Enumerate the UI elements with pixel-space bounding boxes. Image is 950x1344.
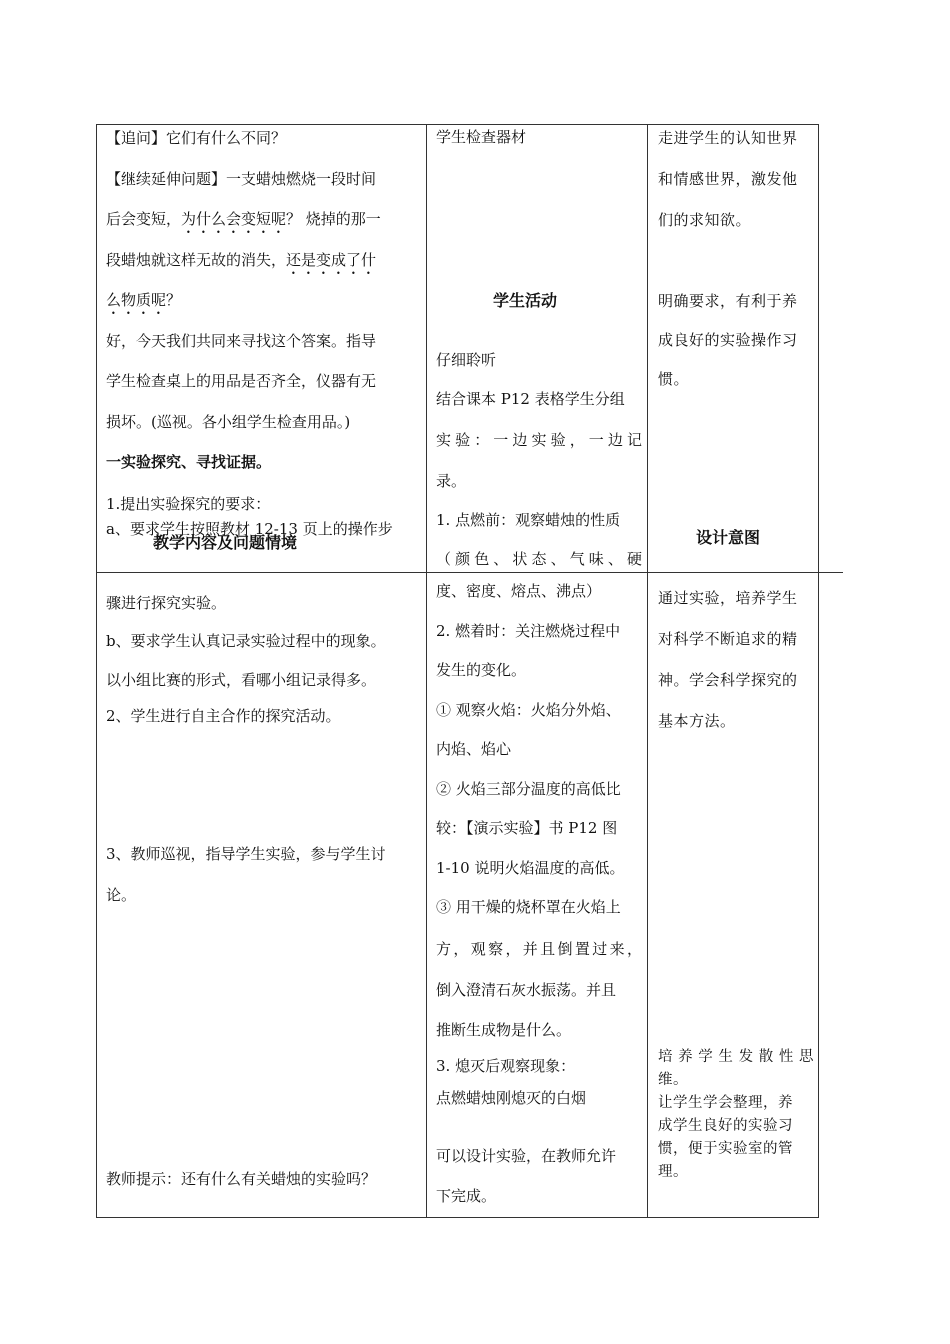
student-activity-bottom-2 xyxy=(436,1136,642,1216)
header-design-intent: 设计意图 xyxy=(696,528,761,547)
design-intent-top xyxy=(658,118,814,241)
student-activity-top-2 xyxy=(436,341,642,579)
text-line: 理。 xyxy=(658,1164,688,1180)
text-line: 后会变短，为什么会变短呢？ 烧掉的那一 xyxy=(106,210,381,228)
text-line: 结合课本 P12 表格学生分组 xyxy=(436,390,625,408)
text-line: 点燃蜡烛刚熄灭的白烟 xyxy=(436,1089,587,1107)
text-line: 和情感世界，激发他 xyxy=(658,170,798,188)
header-teaching-content: 教学内容及问题情境 xyxy=(153,533,298,552)
text-line: 【追问】它们有什么不同？ xyxy=(106,129,287,147)
text-line: ② 火焰三部分温度的高低比 xyxy=(436,779,621,798)
design-intent-top-2 xyxy=(658,282,814,399)
text-line: 学生检查桌上的用品是否齐全，仪器有无 xyxy=(106,372,377,390)
text-line: 惯，便于实验室的管 xyxy=(658,1141,793,1157)
text-line: 通过实验，培养学生 xyxy=(658,589,798,607)
text-line: 推断生成物是什么。 xyxy=(436,1021,572,1039)
column-divider-1 xyxy=(426,124,427,1218)
text-line: 成良好的实验操作习 xyxy=(658,331,798,349)
text-line: 神。学会科学探究的 xyxy=(658,671,798,689)
teaching-content-bottom-2 xyxy=(106,834,421,916)
text-line: 1. 点燃前：观察蜡烛的性质 xyxy=(436,511,621,529)
text-line: 3. 熄灭后观察现象： xyxy=(436,1057,576,1075)
emphasized-text: 为什么会变短呢 xyxy=(181,210,287,228)
text-line: a、要求学生按照教材 12-13 页上的操作步 xyxy=(106,519,393,538)
text-line: 仔细聆听 xyxy=(436,351,497,369)
text-line: 【继续延伸问题】一支蜡烛燃烧一段时间 xyxy=(106,169,377,188)
text-line: （颜色、状态、气味、硬 xyxy=(436,550,642,568)
text-line: 发生的变化。 xyxy=(436,661,527,679)
teaching-content-bottom xyxy=(106,584,421,731)
text-line: 培养学生发散性思 xyxy=(658,1049,814,1065)
text-line: 1.提出实验探究的要求： xyxy=(106,494,271,513)
text-line: 度、密度、熔点、沸点） xyxy=(436,582,602,600)
text-line: 让学生学会整理，养 xyxy=(658,1095,793,1111)
text-line: ③ 用干燥的烧杯罩在火焰上 xyxy=(436,898,621,916)
student-activity-bottom xyxy=(436,572,642,1115)
text-line: 教师提示：还有什么有关蜡烛的实验吗？ xyxy=(106,1170,377,1188)
text-line: 以小组比赛的形式，看哪小组记录得多。 xyxy=(106,671,377,689)
header-student-activity: 学生活动 xyxy=(493,291,558,310)
design-intent-bottom xyxy=(658,578,814,742)
text-line: 倒入澄清石灰水振荡。并且 xyxy=(436,980,617,999)
text-line: 损坏。(巡视。各小组学生检查用品。) xyxy=(106,412,351,431)
text-line: 基本方法。 xyxy=(658,712,736,730)
text-line: 成学生良好的实验习 xyxy=(658,1118,793,1134)
text-line: 骤进行探究实验。 xyxy=(106,594,227,612)
text-line: 较：【演示实验】书 P12 图 xyxy=(436,819,618,837)
teaching-content-top xyxy=(106,118,421,539)
text-line: 录。 xyxy=(436,472,467,490)
emphasized-text: 么物质呢 xyxy=(106,291,167,309)
section-heading: 一实验探究、寻找证据。 xyxy=(106,453,272,471)
emphasized-text: 还是变成了什 xyxy=(286,250,377,269)
text-line: 方，观察，并且倒置过来， xyxy=(436,939,642,958)
text-line: 3、教师巡视，指导学生实验，参与学生讨 xyxy=(106,845,386,863)
text-line: 下完成。 xyxy=(436,1187,497,1205)
text-line: 实验：一边实验，一边记 xyxy=(436,431,642,449)
column-divider-2 xyxy=(647,124,648,1218)
text-line: ① 观察火焰：火焰分外焰、 xyxy=(436,700,621,719)
student-activity-top xyxy=(436,118,642,157)
text-line: 2、学生进行自主合作的探究活动。 xyxy=(106,707,341,725)
design-intent-bottom-2 xyxy=(658,1046,814,1184)
text-line: 内焰、焰心 xyxy=(436,740,512,758)
text-line: 们的求知欲。 xyxy=(658,211,752,229)
text-line: 惯。 xyxy=(658,370,690,388)
text-line: 走进学生的认知世界 xyxy=(658,129,798,147)
text-line: 可以设计实验，在教师允许 xyxy=(436,1147,617,1165)
text-line: 维。 xyxy=(658,1072,688,1088)
text-line: 1-10 说明火焰温度的高低。 xyxy=(436,858,625,877)
text-line: 对科学不断追求的精 xyxy=(658,630,798,648)
text-line: 么物质呢？ xyxy=(106,291,182,309)
text-line: b、要求学生认真记录实验过程中的现象。 xyxy=(106,632,386,650)
text-line: 明确要求，有利于养 xyxy=(658,292,798,310)
text-line: 好，今天我们共同来寻找这个答案。指导 xyxy=(106,331,377,350)
teacher-hint xyxy=(106,1159,421,1199)
text-line: 学生检查器材 xyxy=(436,128,527,146)
text-line: 段蜡烛就这样无故的消失，还是变成了什 xyxy=(106,250,377,269)
text-line: 2. 燃着时：关注燃烧过程中 xyxy=(436,621,621,640)
text-line: 论。 xyxy=(106,886,137,904)
